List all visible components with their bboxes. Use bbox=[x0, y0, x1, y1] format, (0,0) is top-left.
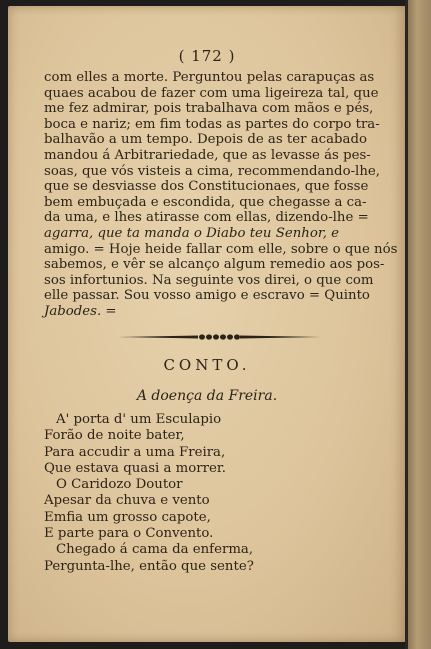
poem-line: O Caridozo Doutor bbox=[56, 477, 183, 493]
poem-line: Que estava quasi a morrer. bbox=[44, 460, 226, 476]
poem-line: Forão de noite bater, bbox=[44, 428, 185, 444]
prose-line: bem embuçada e escondida, que chegasse a ca- bbox=[44, 194, 367, 210]
prose-line: com elles a morte. Perguntou pelas carapuças as bbox=[44, 70, 375, 85]
adjacent-page-edge bbox=[408, 0, 431, 649]
prose-line: quaes acabou de fazer com uma ligeireza tal, que bbox=[44, 85, 379, 101]
poem-line: E parte para o Convento. bbox=[44, 526, 214, 542]
poem bbox=[44, 412, 344, 575]
poem-line: Para accudir a uma Freira, bbox=[44, 444, 226, 460]
poem-line: Emfia um grosso capote, bbox=[44, 509, 211, 525]
book-page bbox=[8, 6, 406, 642]
prose-line: que se desviasse dos Constitucionaes, que fosse bbox=[44, 179, 369, 195]
prose-line: soas, que vós visteis a cima, recommendando-lhe, bbox=[44, 163, 380, 179]
poem-line: Pergunta-lhe, então que sente? bbox=[44, 558, 254, 574]
prose-line: balhavão a um tempo. Depois de as ter acabado bbox=[44, 132, 367, 148]
prose-line: da uma, e lhes atirasse com ellas, dizendo-lhe = bbox=[44, 210, 369, 226]
poem-line: Chegado á cama da enferma, bbox=[56, 542, 254, 558]
prose-line: sabemos, e vêr se alcanço algum remedio aos pos- bbox=[44, 257, 385, 273]
prose-line: sos infortunios. Na seguinte vos direi, o que com bbox=[44, 272, 374, 288]
prose-line: mandou á Arbitrariedade, que as levasse ás pes- bbox=[44, 147, 371, 163]
prose-line: amigo. = Hoje heide fallar com elle, sobre o que nós bbox=[44, 241, 398, 257]
prose-line: me fez admirar, pois trabalhava com mãos e pés, bbox=[44, 101, 374, 117]
poem-line: Apesar da chuva e vento bbox=[44, 493, 210, 509]
prose-paragraph bbox=[44, 70, 398, 320]
ornamental-divider bbox=[118, 332, 320, 342]
prose-line: agarra, que ta manda o Diabo teu Senhor, e bbox=[44, 225, 340, 241]
prose-line: elle passar. Sou vosso amigo e escravo = Quinto bbox=[44, 288, 370, 304]
prose-line: boca e nariz; em fim todas as partes do corpo tra- bbox=[44, 116, 380, 132]
section-title: CONTO. bbox=[163, 356, 251, 374]
page-number: ( 172 ) bbox=[178, 47, 236, 65]
poem-line: A' porta d' um Esculapio bbox=[56, 412, 222, 427]
prose-line: Jabodes. = bbox=[44, 303, 117, 319]
section-subtitle: A doença da Freira. bbox=[136, 388, 278, 404]
